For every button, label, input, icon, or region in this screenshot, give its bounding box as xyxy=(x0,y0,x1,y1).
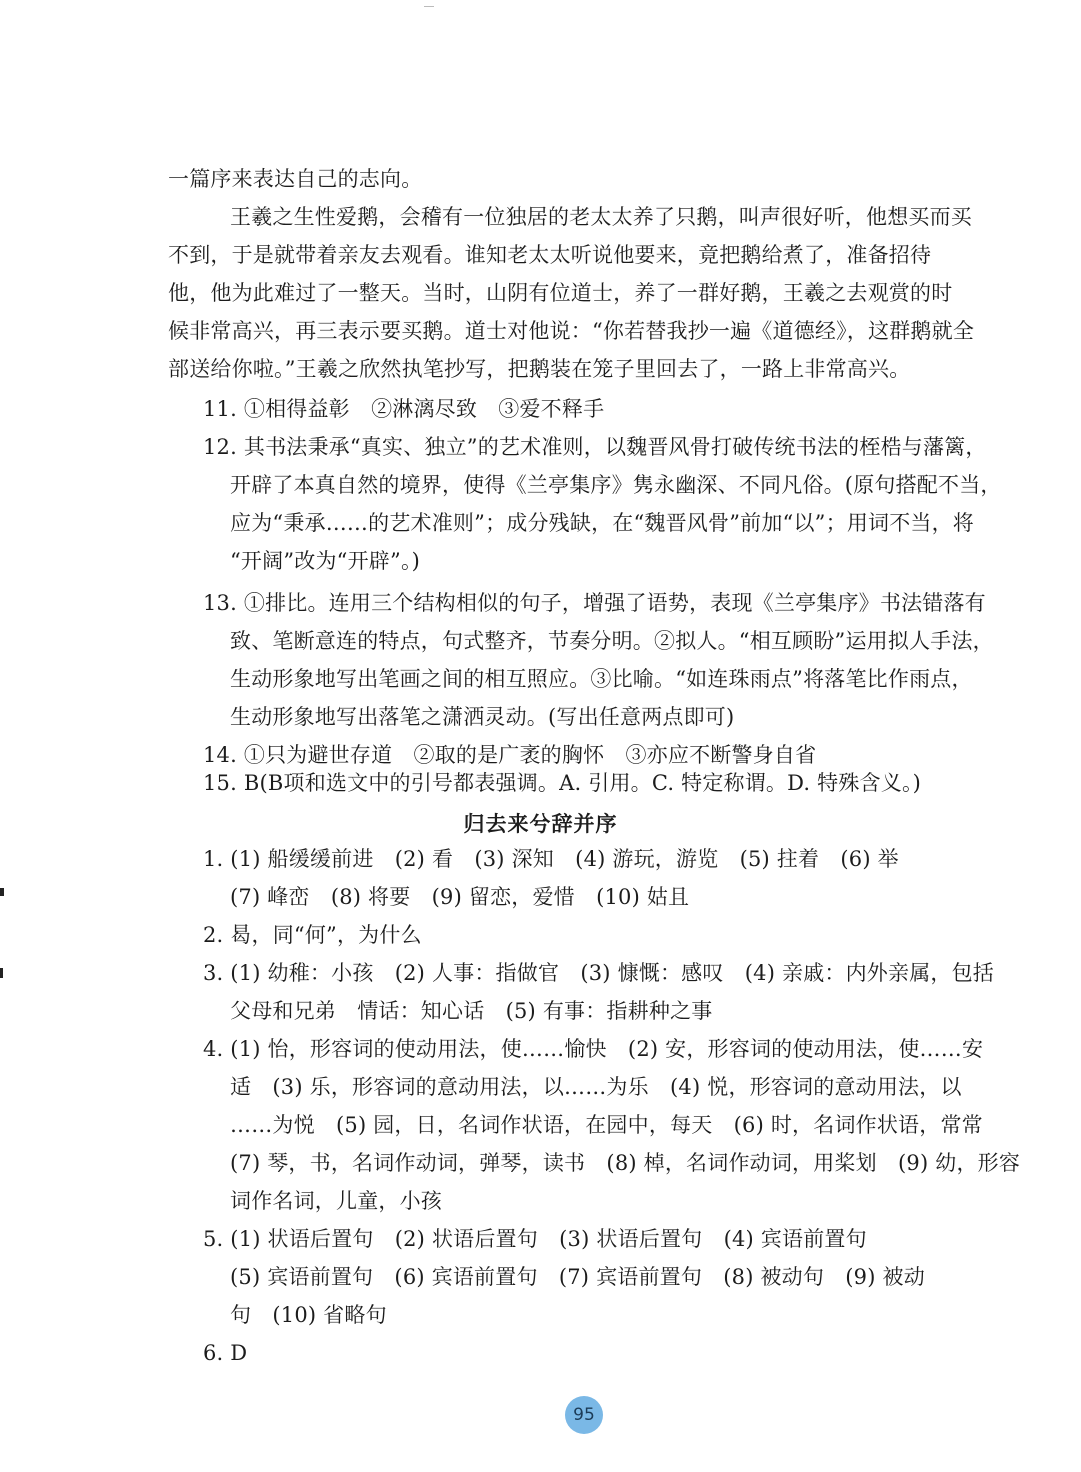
answer-12-line: 应为“秉承……的艺术准则”；成分残缺，在“魏晋风骨”前加“以”；用词不当，将 xyxy=(230,511,975,535)
answer-3-line: 父母和兄弟 情话：知心话 (5) 有事：指耕种之事 xyxy=(230,999,713,1023)
answer-1-line: 1. (1) 船缓缓前进 (2) 看 (3) 深知 (4) 游玩，游览 (5) 拄着 (6) 举 xyxy=(203,847,899,871)
answer-6: 6. D xyxy=(203,1341,248,1365)
answer-3-line: 3. (1) 幼稚：小孩 (2) 人事：指做官 (3) 慷慨：感叹 (4) 亲戚：内外亲属，包括 xyxy=(203,961,994,985)
answer-4-line: (7) 琴，书，名词作动词，弹琴，读书 (8) 棹，名词作动词，用桨划 (9) 幼，形容 xyxy=(230,1151,1021,1175)
answer-11: 11. ①相得益彰 ②淋漓尽致 ③爱不释手 xyxy=(203,397,605,421)
answer-4-line: 适 (3) 乐，形容词的意动用法，以……为乐 (4) 悦，形容词的意动用法，以 xyxy=(230,1075,962,1099)
answer-5-line: (5) 宾语前置句 (6) 宾语前置句 (7) 宾语前置句 (8) 被动句 (9) 被动 xyxy=(230,1265,925,1289)
edge-binding-mark xyxy=(0,888,4,896)
answer-14: 14. ①只为避世存道 ②取的是广袤的胸怀 ③亦应不断警身自省 xyxy=(203,743,817,767)
answer-13-line: 致、笔断意连的特点，句式整齐，节奏分明。②拟人。“相互顾盼”运用拟人手法， xyxy=(230,629,994,653)
paragraph-line: 王羲之生性爱鹅，会稽有一位独居的老太太养了只鹅，叫声很好听，他想买而买 xyxy=(230,205,972,229)
paragraph-line: 候非常高兴，再三表示要买鹅。道士对他说：“你若替我抄一遍《道德经》，这群鹅就全 xyxy=(168,319,975,343)
answer-5-line: 5. (1) 状语后置句 (2) 状语后置句 (3) 状语后置句 (4) 宾语前置句 xyxy=(203,1227,867,1251)
edge-binding-mark xyxy=(0,968,3,978)
answer-12-line: 开辟了本真自然的境界，使得《兰亭集序》隽永幽深、不同凡俗。(原句搭配不当， xyxy=(230,473,1002,497)
answer-13-line: 13. ①排比。连用三个结构相似的句子，增强了语势，表现《兰亭集序》书法错落有 xyxy=(203,591,986,615)
paragraph-line: 他，他为此难过了一整天。当时，山阴有位道士，养了一群好鹅，王羲之去观赏的时 xyxy=(168,281,953,305)
intro-line: 一篇序来表达自己的志向。 xyxy=(168,167,423,191)
answer-13-line: 生动形象地写出落笔之潇洒灵动。(写出任意两点即可) xyxy=(230,705,735,729)
answer-12-line: 12. 其书法秉承“真实、独立”的艺术准则，以魏晋风骨打破传统书法的桎梏与藩篱， xyxy=(203,435,987,459)
answer-4-line: 4. (1) 怡，形容词的使动用法，使……愉快 (2) 安，形容词的使动用法，使……安 xyxy=(203,1037,984,1061)
answer-4-line: ……为悦 (5) 园，日，名词作状语，在园中，每天 (6) 时，名词作状语，常常 xyxy=(230,1113,983,1137)
top-crop-mark xyxy=(424,6,434,7)
paragraph-line: 部送给你啦。”王羲之欣然执笔抄写，把鹅装在笼子里回去了，一路上非常高兴。 xyxy=(168,357,911,381)
paragraph-line: 不到，于是就带着亲友去观看。谁知老太太听说他要来，竟把鹅给煮了，准备招待 xyxy=(168,243,932,267)
answer-4-line: 词作名词，儿童，小孩 xyxy=(230,1189,442,1213)
section-title: 归去来兮辞并序 xyxy=(463,812,618,836)
answer-5-line: 句 (10) 省略句 xyxy=(230,1303,387,1327)
answer-12-line: “开阔”改为“开辟”。) xyxy=(230,549,421,573)
answer-13-line: 生动形象地写出笔画之间的相互照应。③比喻。“如连珠雨点”将落笔比作雨点， xyxy=(230,667,973,691)
answer-2: 2. 曷，同“何”，为什么 xyxy=(203,923,422,947)
answer-15: 15. B(B项和选文中的引号都表强调。A. 引用。C. 特定称谓。D. 特殊含义。) xyxy=(203,771,922,795)
answer-1-line: (7) 峰峦 (8) 将要 (9) 留恋，爱惜 (10) 姑且 xyxy=(230,885,690,909)
page-number-badge: 95 xyxy=(565,1396,603,1434)
